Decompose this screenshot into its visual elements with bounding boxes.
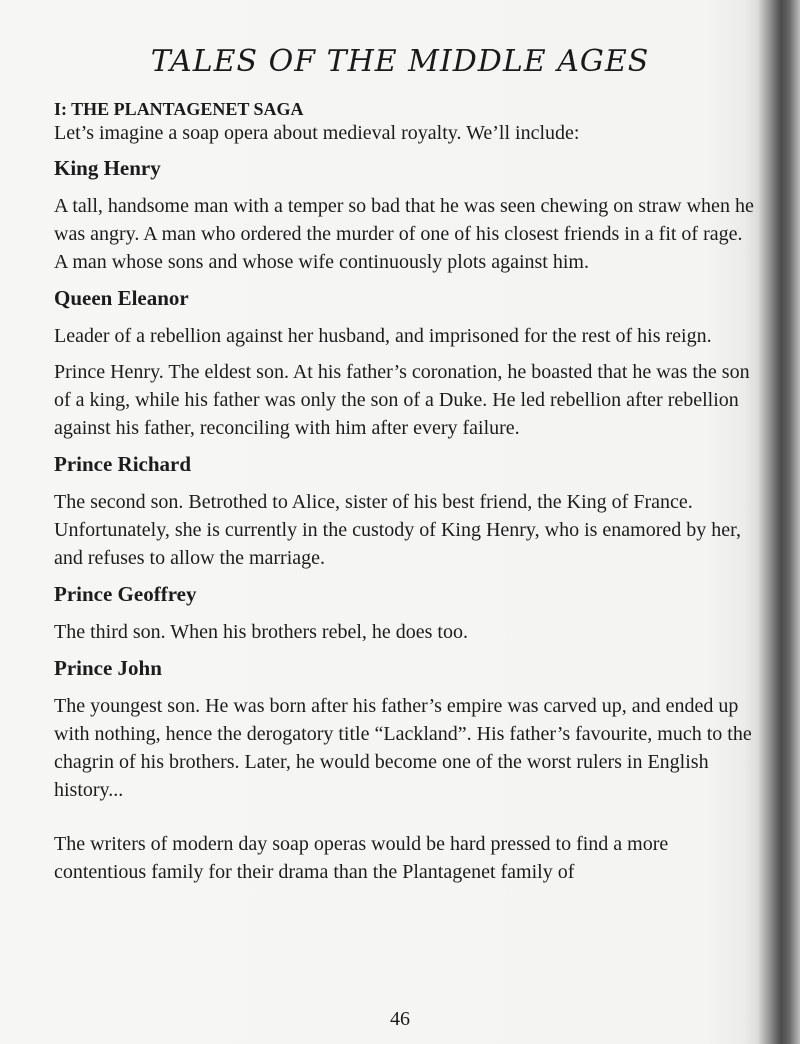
- page-content: [54, 98, 754, 894]
- section-queen-eleanor: [54, 284, 754, 442]
- book-spine-shadow: [758, 0, 800, 1044]
- chapter-heading: I: THE PLANTAGENET SAGA: [54, 99, 304, 119]
- section-heading: Prince Richard: [54, 452, 192, 476]
- section-heading: Prince John: [54, 656, 162, 680]
- section-paragraph: The second son. Betrothed to Alice, sister of his best friend, the King of France. Unfortunately, she is currently in the custody of King Henry, who is enamored by her, and refuses to allow the marriage.: [54, 491, 741, 569]
- section-king-henry: [54, 154, 754, 276]
- chapter-intro: Let’s imagine a soap opera about medieval royalty. We’ll include:: [54, 122, 580, 144]
- section-heading: Queen Eleanor: [54, 286, 189, 310]
- section-paragraph: The third son. When his brothers rebel, he does too.: [54, 621, 468, 643]
- page-title: TALES OF THE MIDDLE AGES: [150, 44, 650, 79]
- page-number: 46: [390, 1008, 410, 1030]
- section-prince-geoffrey: [54, 580, 754, 646]
- section-heading: King Henry: [54, 156, 161, 180]
- section-prince-john: [54, 654, 754, 804]
- section-paragraph: Leader of a rebellion against her husband, and imprisoned for the rest of his reign.: [54, 325, 712, 347]
- section-paragraph: Prince Henry. The eldest son. At his father’s coronation, he boasted that he was the son of a king, while his father was only the son of a Duke. He led rebellion after rebellion against his father, reconciling with him after every failure.: [54, 361, 750, 439]
- section-paragraph: The youngest son. He was born after his father’s empire was carved up, and ended up with nothing, hence the derogatory title “Lackland”. His father’s favourite, much to the chagrin of his brothers. Later, he would become one of the worst rulers in English history...: [54, 695, 752, 801]
- section-paragraph: A tall, handsome man with a temper so bad that he was seen chewing on straw when he was angry. A man who ordered the murder of one of his closest friends in a fit of rage. A man whose sons and whose wife continuously plots against him.: [54, 195, 754, 273]
- section-prince-richard: [54, 450, 754, 572]
- closing-paragraph: The writers of modern day soap operas would be hard pressed to find a more contentious family for their drama than the Plantagenet family of: [54, 833, 669, 883]
- section-heading: Prince Geoffrey: [54, 582, 197, 606]
